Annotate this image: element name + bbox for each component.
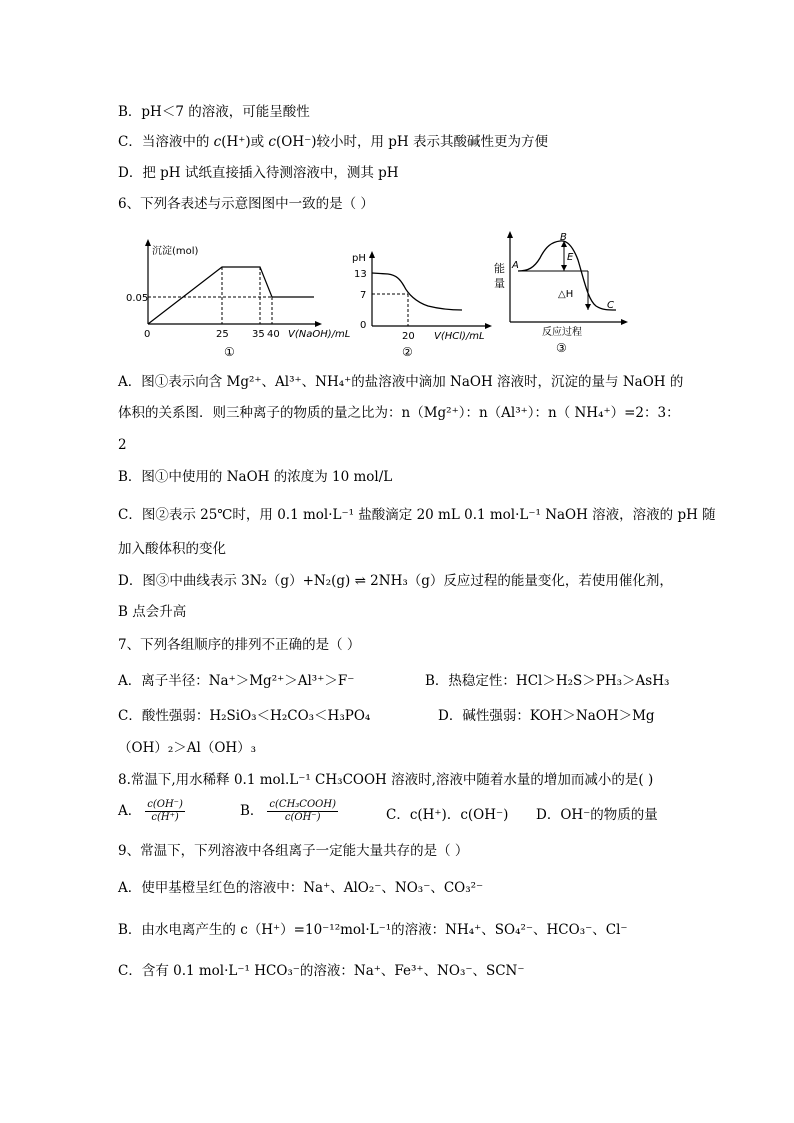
q8-option-b-denominator: c(OH⁻) [284,812,321,823]
q6-option-a-line2: 体积的关系图．则三种离子的物质的量之比为：n（Mg²⁺）：n（Al³⁺）：n（ NH₄⁺）=2：3： [118,405,680,421]
q5-option-d: D．把 pH 试纸直接插入待测溶液中，测其 pH [118,165,399,181]
q6-option-a-line3: 2 [118,437,127,453]
fig3-ylabel-bottom: 量 [494,277,505,290]
fig2-xtick-20: 20 [402,331,415,342]
q7-option-d-line2: （OH）₂＞Al（OH）₃ [118,740,257,756]
fig3-ylabel-top: 能 [494,262,505,275]
q5-option-c [118,133,548,151]
fig2-caption: ② [402,345,413,359]
fig1-xtick-3: 40 [267,329,280,340]
q8-option-a-numerator: c(OH⁻) [147,799,183,810]
q7-option-b: B．热稳定性：HCl＞H₂S＞PH₃＞AsH₃ [425,673,670,689]
q9-option-b: B．由水电离产生的 c（H⁺）=10⁻¹²mol·L⁻¹的溶液：NH₄⁺、SO₄²⁻、HCO₃⁻、Cl⁻ [118,922,628,938]
figure-3-energy-diagram [488,228,632,358]
q6-stem: 6、下列各表述与示意图图中一致的是（ ） [118,196,374,212]
q7-option-c: C．酸性强弱：H₂SiO₃＜H₂CO₃＜H₃PO₄ [118,708,371,724]
fig1-xtick-1: 25 [216,329,229,340]
q7-stem: 7、下列各组顺序的排列不正确的是（ ） [118,637,361,653]
q7-option-d-line1: D．碱性强弱：KOH＞NaOH＞Mg [438,708,655,724]
fig3-caption: ③ [556,341,567,355]
q8-option-b [240,799,342,824]
q8-option-b-label: B． [240,803,264,819]
q6-option-d-line2: B 点会升高 [118,604,187,620]
fig1-xlabel: V(NaOH)/mL [288,329,351,340]
q8-option-a-label: A． [118,803,142,819]
figure-1-precipitate-graph [118,236,351,360]
q8-option-a-fraction [145,799,185,824]
fig3-label-dh: △H [558,289,574,300]
fig2-ytick-13: 13 [354,269,367,280]
fig2-ylabel: pH [352,253,366,264]
fig1-origin: 0 [144,329,151,340]
q8-option-a-denominator: c(H⁺) [151,812,179,823]
fig3-point-a: A [512,260,519,271]
fig2-xlabel: V(HCl)/mL [434,331,485,342]
fig1-ytick: 0.05 [126,293,149,304]
q5-option-c-oh: (OH⁻)较小时，用 pH 表示其酸碱性更为方便 [275,134,548,150]
q8-option-b-numerator: c(CH₃COOH) [269,799,336,810]
fig3-xlabel: 反应过程 [542,327,582,338]
q6-option-d-line1: D．图③中曲线表示 3N₂（g）+N₂(g) ⇌ 2NH₃（g）反应过程的能量变化，若使用催化剂， [118,573,673,589]
q9-option-c: C．含有 0.1 mol·L⁻¹ HCO₃⁻的溶液：Na⁺、Fe³⁺、NO₃⁻、SCN⁻ [118,963,525,979]
q5-option-c-c1: c [213,134,222,150]
q6-option-c-line2: 加入酸体积的变化 [118,541,226,557]
q6-option-c-line1: C．图②表示 25℃时，用 0.1 mol·L⁻¹ 盐酸滴定 20 mL 0.1 mol·L⁻¹ NaOH 溶液，溶液的 pH 随 [118,507,716,523]
q8-option-c: C．c(H⁺)．c(OH⁻) [386,807,509,823]
q7-option-a: A．离子半径：Na⁺＞Mg²⁺＞Al³⁺＞F⁻ [118,673,355,689]
fig2-ytick-7: 7 [360,290,367,301]
q8-option-b-fraction [267,799,338,824]
q9-stem: 9、常温下，下列溶液中各组离子一定能大量共存的是（ ） [118,843,469,859]
fig2-origin: 0 [360,320,367,331]
q6-option-b: B．图①中使用的 NaOH 的浓度为 10 mol/L [118,469,393,485]
q5-option-c-h: (H⁺)或 [221,134,269,150]
fig1-caption: ① [224,345,235,359]
fig3-point-b: B [560,232,567,243]
q8-stem: 8.常温下,用水稀释 0.1 mol.L⁻¹ CH₃COOH 溶液时,溶液中随着水量的增加而减小的是( ) [118,772,654,788]
q9-option-a: A．使甲基橙呈红色的溶液中：Na⁺、AlO₂⁻、NO₃⁻、CO₃²⁻ [118,880,484,896]
q8-option-d: D．OH⁻的物质的量 [536,807,658,823]
q5-option-c-pre: C．当溶液中的 [118,134,214,150]
q5-option-b: B．pH＜7 的溶液，可能呈酸性 [118,104,310,120]
fig1-xtick-2: 35 [252,329,265,340]
fig3-point-c: C [607,300,614,311]
fig3-label-e: E [567,252,574,263]
q6-option-a-line1: A．图①表示向含 Mg²⁺、Al³⁺、NH₄⁺的盐溶液中滴加 NaOH 溶液时，沉淀的量与 NaOH 的 [118,374,684,390]
q8-option-a [118,799,189,824]
fig1-ylabel: 沉淀(mol) [152,246,199,257]
q5-option-c-c2: c [268,134,276,150]
figure-2-titration-curve [338,246,498,360]
